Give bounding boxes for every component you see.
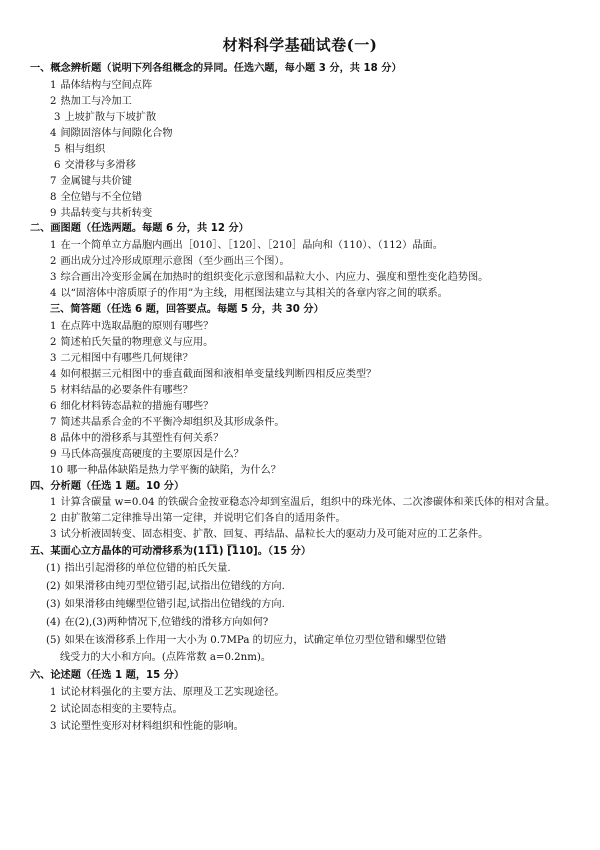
section-heading-concepts: 一、概念辨析题（说明下列各组概念的异同。任选六题，每小题 3 分，共 18 分） [30, 63, 402, 74]
list-item: 1 试论材料强化的主要方法、原理及工艺实现途径。 [50, 687, 285, 698]
list-item: (5) 如果在该滑移系上作用一大小为 0.7MPa 的切应力，试确定单位刃型位错和螺型位错 [46, 635, 447, 646]
list-item: 3 综合画出冷变形金属在加热时的组织变化示意图和晶粒大小、内应力、强度和塑性变化趋势图。 [50, 272, 489, 283]
list-item: 2 简述柏氏矢量的物理意义与应用。 [50, 337, 214, 348]
list-item: (4) 在(2),(3)两种情况下,位错线的滑移方向如何? [46, 617, 269, 628]
list-item: 3 试论塑性变形对材料组织和性能的影响。 [50, 721, 244, 732]
list-item: 8 全位错与不全位错 [50, 192, 142, 203]
exam-title: 材料科学基础试卷(一) [222, 36, 378, 54]
list-item: 6 交滑移与多滑移 [54, 160, 136, 171]
list-item: 8 晶体中的滑移系与其塑性有何关系？ [50, 433, 224, 444]
list-item: 2 试论固态相变的主要特点。 [50, 704, 183, 715]
list-item: (1) 指出引起滑移的单位位错的柏氏矢量. [46, 563, 231, 574]
list-item: 2 热加工与冷加工 [50, 96, 132, 107]
list-item: 3 试分析液固转变、固态相变、扩散、回复、再结晶、晶粒长大的驱动力及可能对应的工艺条件。 [50, 529, 489, 540]
list-item: 1 晶体结构与空间点阵 [50, 80, 153, 91]
list-item: 9 共晶转变与共析转变 [50, 208, 153, 219]
list-item: 7 金属键与共价键 [50, 176, 132, 187]
list-item: 1 在点阵中选取晶胞的原则有哪些？ [50, 321, 214, 332]
section-heading-short-answer: 三、简答题（任选 6 题，回答要点。每题 5 分，共 30 分） [50, 304, 324, 315]
list-item: 4 以“固溶体中溶质原子的作用”为主线，用框图法建立与其相关的各章内容之间的联系。 [50, 288, 448, 299]
list-item: 3 二元相图中有哪些几何规律？ [50, 353, 193, 364]
list-item: 1 计算含碳量 w=0.04 的铁碳合金按亚稳态冷却到室温后，组织中的珠光体、二次渗碳体和莱氏体的相对含量。 [50, 497, 556, 508]
section-heading-drawing: 二、画图题（任选两题。每题 6 分，共 12 分） [30, 223, 249, 234]
list-item: 4 间隙固溶体与间隙化合物 [50, 128, 173, 139]
list-item: 5 材料结晶的必要条件有哪些？ [50, 385, 193, 396]
list-item: 2 由扩散第二定律推导出第一定律，并说明它们各自的适用条件。 [50, 513, 346, 524]
list-item: (2) 如果滑移由纯刃型位错引起,试指出位错线的方向. [46, 581, 285, 592]
list-item-continuation: 线受力的大小和方向。(点阵常数 a=0.2nm)。 [60, 652, 272, 663]
list-item: 4 如何根据三元相图中的垂直截面图和液相单变量线判断四相反应类型？ [50, 369, 377, 380]
list-item: 2 画出成分过冷形成原理示意图（至少画出三个图）。 [50, 256, 290, 267]
section-heading-fcc-slip: 五、某面心立方晶体的可动滑移系为(11͞1) [͞110]。（15 分） [30, 546, 312, 557]
list-item: 9 马氏体高强度高硬度的主要原因是什么？ [50, 449, 244, 460]
list-item: 1 在一个简单立方晶胞内画出［010］、［120］、［210］晶向和（110）、（112）晶面。 [50, 240, 443, 251]
list-item: 10 哪一种晶体缺陷是热力学平衡的缺陷，为什么？ [50, 465, 281, 476]
list-item: 3 上坡扩散与下坡扩散 [54, 112, 157, 123]
list-item: 7 简述共晶系合金的不平衡冷却组织及其形成条件。 [50, 417, 285, 428]
section-heading-essay: 六、论述题（任选 1 题，15 分） [30, 670, 185, 681]
list-item: 6 细化材料铸态晶粒的措施有哪些？ [50, 401, 214, 412]
list-item: 5 相与组织 [54, 144, 106, 155]
list-item: (3) 如果滑移由纯螺型位错引起,试指出位错线的方向. [46, 599, 285, 610]
section-heading-analysis: 四、分析题（任选 1 题。10 分） [30, 481, 185, 492]
